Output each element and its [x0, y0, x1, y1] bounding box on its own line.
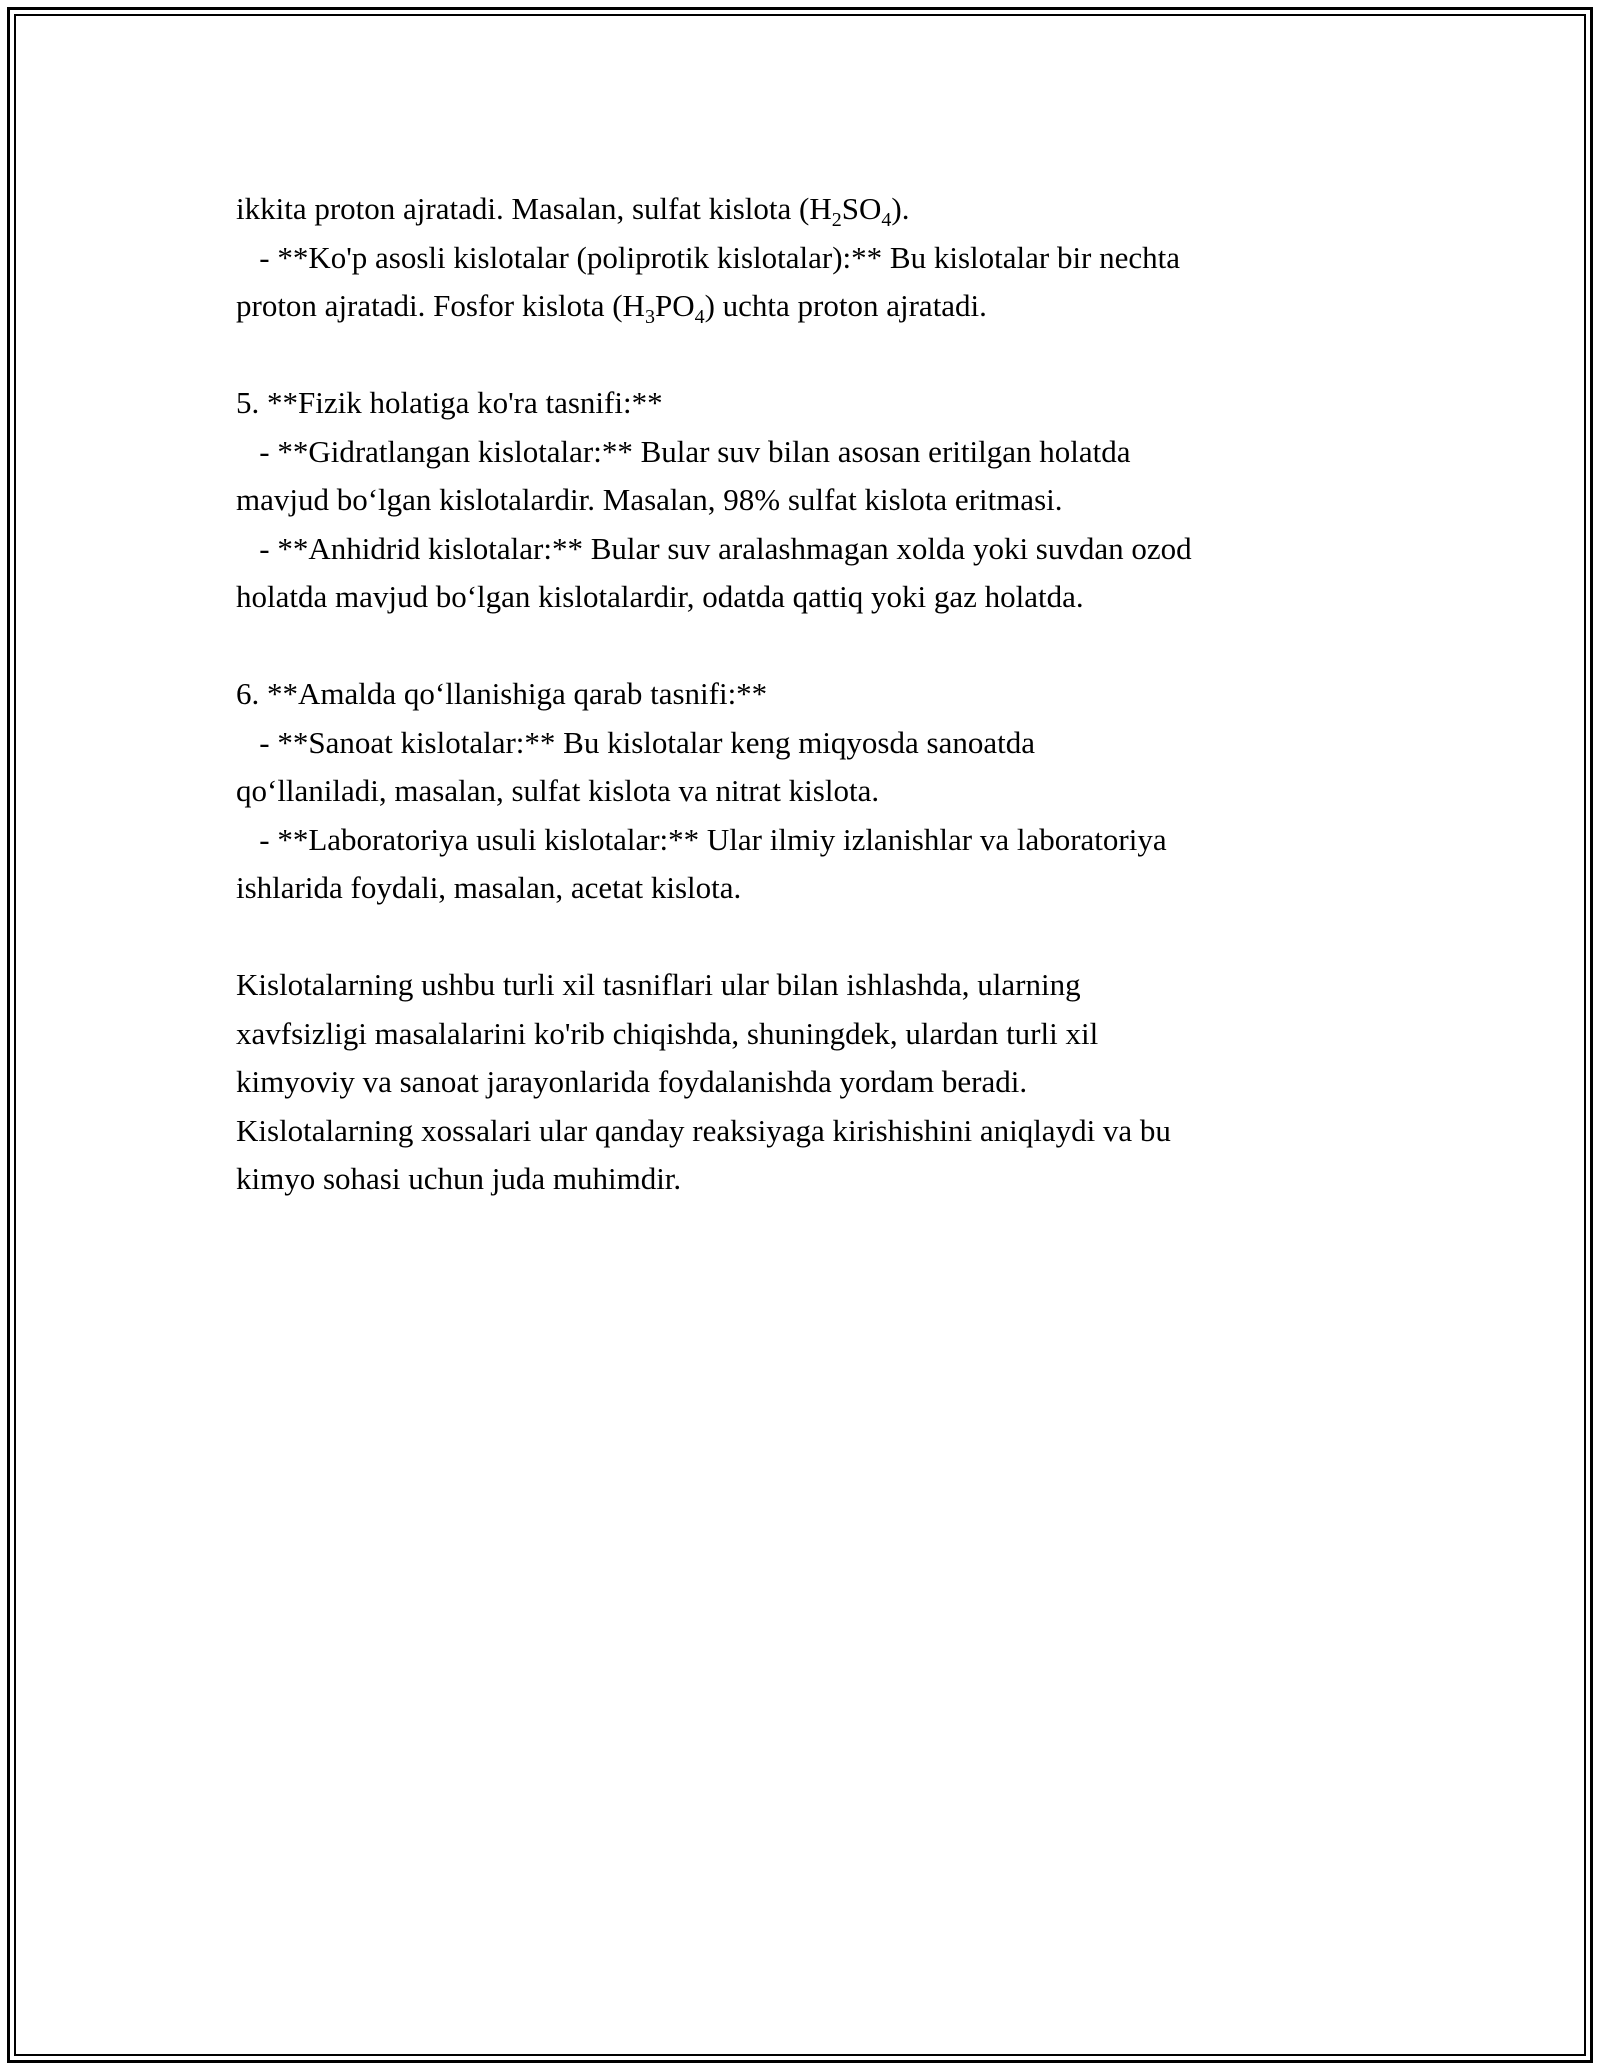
text-segment: PO: [654, 288, 695, 323]
text-segment: qo‘llaniladi, masalan, sulfat kislota va nitrat kislota.: [236, 773, 880, 808]
text-line: [236, 864, 1386, 913]
text-segment: 5. **Fizik holatiga ko'ra tasnifi:**: [236, 385, 663, 420]
text-segment: SO: [841, 191, 882, 226]
text-line: [236, 1107, 1386, 1156]
text-line: [236, 476, 1386, 525]
text-segment: 6. **Amalda qo‘llanishiga qarab tasnifi:**: [236, 676, 768, 711]
text-line: [236, 573, 1386, 622]
text-line: [236, 1058, 1386, 1107]
text-segment: holatda mavjud bo‘lgan kislotalardir, odatda qattiq yoki gaz holatda.: [236, 579, 1084, 614]
text-segment: - **Laboratoriya usuli kislotalar:** Ular ilmiy izlanishlar va laboratoriya: [236, 821, 1167, 857]
blank-line: [236, 913, 1386, 962]
text-segment: ikkita proton ajratadi. Masalan, sulfat kislota (H: [236, 191, 832, 226]
blank-line: [236, 622, 1386, 671]
text-line: [236, 282, 1386, 331]
text-line: [236, 767, 1386, 816]
text-segment: ).: [891, 191, 910, 226]
text-segment: - **Ko'p asosli kislotalar (poliprotik kislotalar):** Bu kislotalar bir nechta: [236, 239, 1181, 275]
text-line: [236, 816, 1386, 865]
text-line: [236, 428, 1386, 477]
subscript: 4: [881, 209, 892, 231]
text-line: [236, 185, 1386, 234]
document-body: [236, 185, 1386, 1204]
text-segment: Kislotalarning ushbu turli xil tasniflari ular bilan ishlashda, ularning: [236, 967, 1081, 1002]
text-segment: mavjud bo‘lgan kislotalardir. Masalan, 98% sulfat kislota eritmasi.: [236, 482, 1063, 517]
text-line: [236, 525, 1386, 574]
text-line: [236, 379, 1386, 428]
text-segment: Kislotalarning xossalari ular qanday reaksiyaga kirishishini aniqlaydi va bu: [236, 1112, 1171, 1148]
subscript: 4: [694, 306, 705, 328]
text-segment: kimyo sohasi uchun juda muhimdir.: [236, 1161, 682, 1196]
text-line: [236, 670, 1386, 719]
subscript: 2: [831, 209, 842, 231]
subscript: 3: [644, 306, 655, 328]
text-segment: proton ajratadi. Fosfor kislota (H: [236, 288, 645, 323]
text-segment: ishlarida foydali, masalan, acetat kislota.: [236, 870, 742, 905]
text-segment: - **Sanoat kislotalar:** Bu kislotalar keng miqyosda sanoatda: [236, 724, 1035, 760]
text-line: [236, 1010, 1386, 1059]
text-segment: ) uchta proton ajratadi.: [704, 288, 987, 323]
text-line: [236, 961, 1386, 1010]
text-line: [236, 719, 1386, 768]
text-line: [236, 1155, 1386, 1204]
text-segment: xavfsizligi masalalarini ko'rib chiqishda, shuningdek, ulardan turli xil: [236, 1015, 1099, 1051]
text-segment: - **Gidratlangan kislotalar:** Bular suv bilan asosan eritilgan holatda: [236, 433, 1131, 469]
text-line: [236, 234, 1386, 283]
text-segment: - **Anhidrid kislotalar:** Bular suv aralashmagan xolda yoki suvdan ozod: [236, 530, 1192, 566]
text-segment: kimyoviy va sanoat jarayonlarida foydalanishda yordam beradi.: [236, 1064, 1028, 1099]
blank-line: [236, 331, 1386, 380]
